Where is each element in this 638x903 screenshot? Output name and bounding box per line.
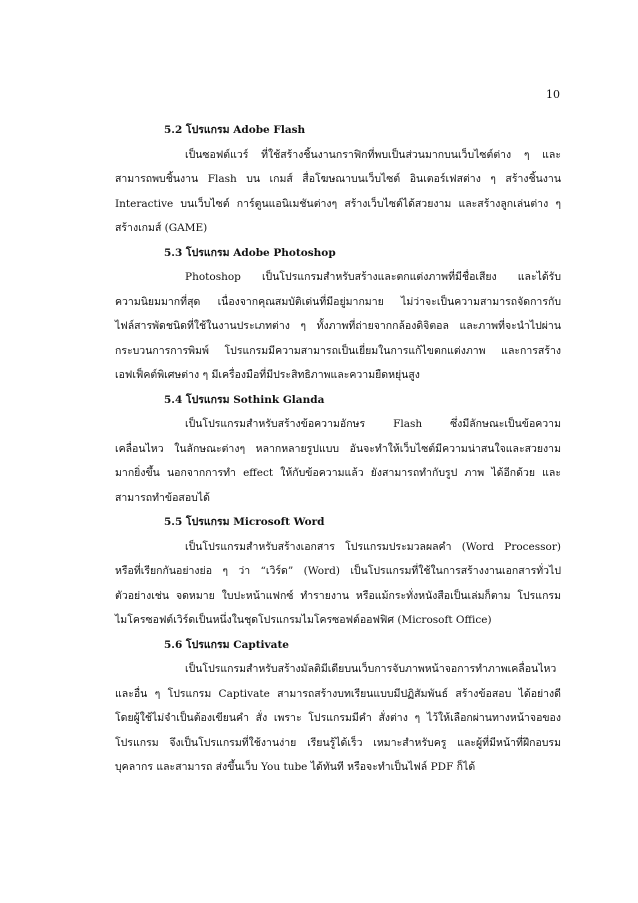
section-paragraph (115, 657, 561, 780)
paragraph-line: เป็นโปรแกรมสำหรับสร้างมัลติมีเดียบนเว็บการจับภาพหน้าจอการทำภาพเคลื่อนไหว (185, 663, 557, 675)
section-paragraph (115, 265, 561, 388)
paragraph-line: สามารถพบชิ้นงาน Flash บน เกมส์ สื่อโฆษณาบนเว็บไซต์ อินเตอร์เฟสต่าง ๆ สร้างชิ้นงาน (115, 173, 561, 185)
paragraph-line: ไฟล์สารพัดชนิดที่ใช้ในงานประเภทต่าง ๆ ทั้งภาพที่ถ่ายจากกล้องดิจิตอล และภาพที่จะนำไปผ่าน (115, 320, 561, 332)
section-heading: 5.6 โปรแกรม Captivate (164, 638, 289, 651)
paragraph-line: บุคลากร และสามารถ ส่งขึ้นเว็บ You tube ได้ทันที หรือจะทำเป็นไฟล์ PDF ก็ได้ (115, 761, 476, 773)
section-paragraph (115, 412, 561, 510)
paragraph-line: กระบวนการการพิมพ์ โปรแกรมมีความสามารถเป็นเยี่ยมในการแก้ไขตกแต่งภาพ และการสร้าง (115, 344, 561, 357)
section-heading: 5.2 โปรแกรม Adobe Flash (164, 124, 306, 136)
paragraph-line: และอื่น ๆ โปรแกรม Captivate สามารถสร้างบทเรียนแบบมีปฏิสัมพันธ์ สร้างข้อสอบ ได้อย่างดี (115, 687, 561, 700)
paragraph-line: มากยิ่งขึ้น นอกจากการทำ effect ให้กับข้อความแล้ว ยังสามารถทำกับรูป ภาพ ได้อีกด้วย และ (115, 467, 561, 479)
paragraph-line: ตัวอย่างเช่น จดหมาย ใบปะหน้าแฟกซ์ ทำรายงาน หรือแม้กระทั่งหนังสือเป็นเล่มก็ตาม โปรแกรม (115, 589, 561, 602)
paragraph-line: สร้างเกมส์ (GAME) (115, 222, 208, 234)
paragraph-line: เป็นซอฟต์แวร์ ที่ใช้สร้างชิ้นงานกราฟิกที่พบเป็นส่วนมากบนเว็บไซต์ต่าง ๆ และ (185, 148, 561, 161)
section-sothink-glanda (115, 388, 561, 511)
paragraph-line: โดยผู้ใช้ไม่จำเป็นต้องเขียนคำ สั่ง เพราะ โปรแกรมมีคำ สั่งต่าง ๆ ไว้ให้เลือกผ่านทางหน้าจอของ (115, 712, 561, 724)
section-paragraph (115, 535, 561, 633)
paragraph-line: เอฟเฟ็คต์พิเศษต่าง ๆ มีเครื่องมือที่มีประสิทธิภาพและความยืดหยุ่นสูง (115, 369, 420, 381)
paragraph-line: ไมโครซอฟต์เวิร์ดเป็นหนึ่งในชุดโปรแกรมไมโครซอฟต์ออฟฟิศ (Microsoft Office) (115, 614, 492, 626)
document-body (115, 118, 561, 780)
paragraph-line: Interactive บนเว็บไซต์ การ์ตูนแอนิเมชันต่างๆ สร้างเว็บไซต์ได้สวยงาม และสร้างลูกเล่นต่าง ๆ (115, 197, 561, 210)
paragraph-line: เป็นโปรแกรมสำหรับสร้างเอกสาร โปรแกรมประมวลผลคำ (Word Processor) (185, 540, 561, 553)
page-number: 10 (546, 88, 560, 101)
paragraph-line: หรือที่เรียกกันอย่างย่อ ๆ ว่า “เวิร์ด” (Word) เป็นโปรแกรมที่ใช้ในการสร้างงานเอกสารทั่วไป (115, 565, 561, 577)
paragraph-line: เคลื่อนไหว ในลักษณะต่างๆ หลากหลายรูปแบบ อันจะทำให้เว็บไซต์มีความน่าสนใจและสวยงาม (115, 442, 561, 455)
paragraph-line: สามารถทำข้อสอบได้ (115, 491, 210, 504)
section-heading: 5.4 โปรแกรม Sothink Glanda (164, 393, 325, 406)
section-heading: 5.5 โปรแกรม Microsoft Word (164, 516, 325, 528)
section-adobe-flash (115, 118, 561, 241)
section-paragraph (115, 143, 561, 241)
paragraph-line: เป็นโปรแกรมสำหรับสร้างข้อความอักษร Flash ซึ่งมีลักษณะเป็นข้อความ (185, 418, 561, 430)
section-adobe-photoshop (115, 241, 561, 388)
section-heading: 5.3 โปรแกรม Adobe Photoshop (164, 246, 336, 259)
section-microsoft-word (115, 510, 561, 633)
paragraph-line: ความนิยมมากที่สุด เนื่องจากคุณสมบัติเด่นที่มีอยู่มากมาย ไม่ว่าจะเป็นความสามารถจัดการกับ (115, 295, 561, 308)
paragraph-line: Photoshop เป็นโปรแกรมสำหรับสร้างและตกแต่งภาพที่มีชื่อเสียง และได้รับ (185, 271, 561, 283)
paragraph-line: โปรแกรม จึงเป็นโปรแกรมที่ใช้งานง่าย เรียนรู้ได้เร็ว เหมาะสำหรับครู และผู้ที่มีหน้าที่ฝึกอบรม (115, 736, 561, 749)
section-captivate (115, 633, 561, 780)
